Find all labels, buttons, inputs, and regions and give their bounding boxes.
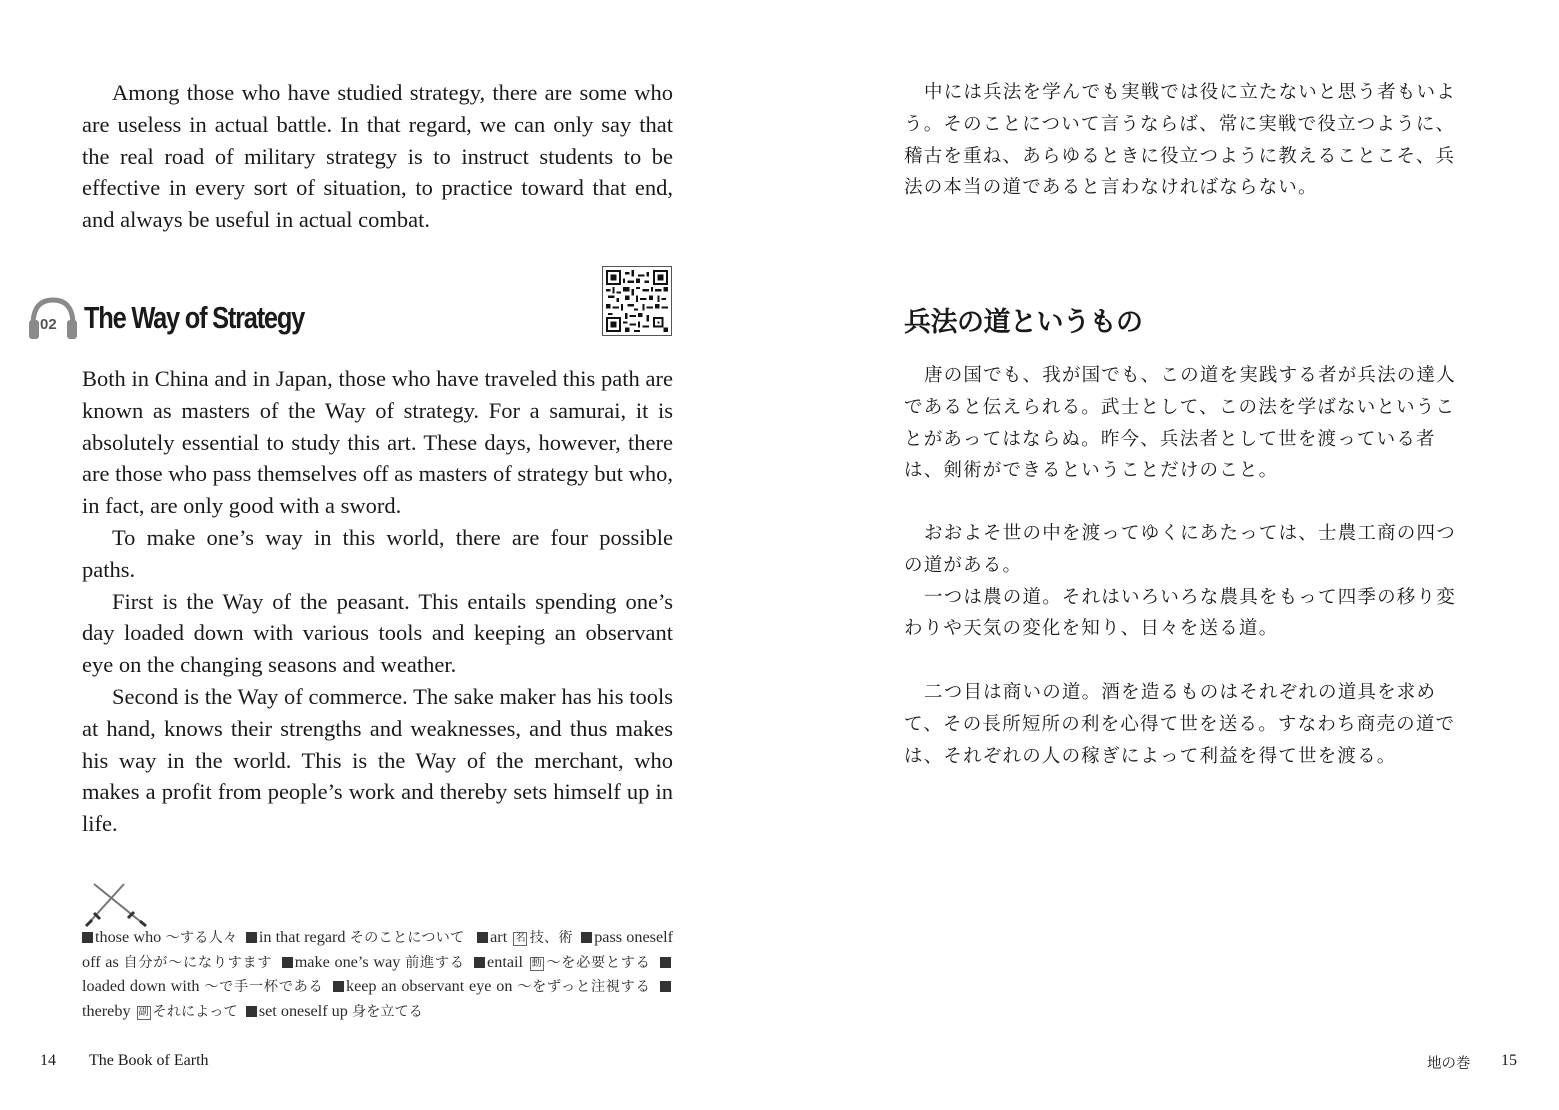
body-text-jp bbox=[904, 518, 1460, 645]
vocab-meaning: 〜する人々 bbox=[165, 930, 238, 946]
vocabulary-list bbox=[82, 926, 673, 1024]
vocab-term: in that regard bbox=[258, 928, 346, 946]
bullet-square-icon bbox=[282, 957, 293, 968]
paragraph: Both in China and in Japan, those who have traveled this path are known as masters of the Way of strategy. For a samurai, it is absolutely essential to study this art. These days, however, there are those who pass themselves off as masters of strategy but who, in fact, are only good with a sword. bbox=[82, 366, 673, 519]
body-text-jp bbox=[904, 677, 1460, 772]
bullet-square-icon bbox=[246, 932, 257, 943]
vocab-term: thereby bbox=[82, 1001, 131, 1020]
bullet-square-icon bbox=[660, 981, 671, 992]
headphones-audio-icon[interactable] bbox=[28, 295, 78, 341]
vocab-item bbox=[474, 953, 650, 971]
paragraph: 一つは農の道。それはいろいろな農具をもって四季の移り変わりや天気の変化を知り、日々を送る道。 bbox=[904, 586, 1456, 640]
vocab-item bbox=[333, 977, 651, 995]
intro-text-en bbox=[82, 77, 673, 236]
vocab-meaning: 〜を必要とする bbox=[545, 954, 651, 971]
paragraph: To make one’s way in this world, there are four possible paths. bbox=[82, 524, 673, 582]
paragraph: Second is the Way of commerce. The sake maker has his tools at hand, knows their strengths and weaknesses, and thus makes his way in the world. This is the Way of the merchant, who makes a profit from people’s work and thereby sets himself up in life. bbox=[82, 683, 673, 837]
vocab-term: loaded down with bbox=[82, 977, 200, 995]
body-text-en bbox=[82, 363, 673, 840]
section-title: The Way of Strategy bbox=[84, 300, 305, 335]
vocab-item bbox=[477, 928, 573, 946]
vocab-meaning: そのことについて bbox=[349, 930, 465, 946]
part-of-speech-badge: 動 bbox=[531, 957, 542, 969]
vocab-item bbox=[246, 928, 465, 946]
intro-text-jp bbox=[904, 77, 1460, 204]
section-title: 兵法の道というもの bbox=[904, 307, 1143, 338]
vocab-term: art bbox=[490, 928, 508, 946]
bullet-square-icon bbox=[333, 981, 344, 992]
running-title: 地の巻 bbox=[1427, 1056, 1471, 1072]
vocab-term: pass oneself off as bbox=[82, 928, 674, 971]
right-page bbox=[800, 0, 1559, 1110]
vocab-item bbox=[282, 953, 465, 971]
vocab-term: make one’s way bbox=[294, 952, 401, 971]
paragraph: 中には兵法を学んでも実戦では役に立たないと思う者もいよう。そのことについて言うならば、常に実戦で役立つように、稽古を重ね、あらゆるときに役立つように教えることこそ、兵法の本当の道であると言わなければならない。 bbox=[904, 82, 1456, 199]
bullet-square-icon bbox=[246, 1006, 257, 1017]
vocab-item bbox=[82, 928, 237, 946]
vocab-meaning: それによって bbox=[152, 1003, 238, 1020]
part-of-speech-badge: 名 bbox=[515, 933, 526, 944]
running-title: The Book of Earth bbox=[89, 1052, 209, 1069]
page-number: 15 bbox=[1501, 1052, 1517, 1069]
vocab-meaning: 技、術 bbox=[529, 930, 573, 946]
bullet-square-icon bbox=[474, 957, 485, 968]
paragraph: おおよそ世の中を渡ってゆくにあたっては、士農工商の四つの道がある。 bbox=[904, 523, 1456, 576]
crossed-swords-icon bbox=[80, 880, 152, 930]
vocab-meaning: 自分が〜になりすます bbox=[123, 954, 273, 971]
vocab-term: entail bbox=[487, 952, 524, 971]
page-number: 14 bbox=[40, 1052, 56, 1069]
vocab-meaning: 〜をずっと注視する bbox=[517, 979, 651, 995]
bullet-square-icon bbox=[477, 932, 488, 943]
paragraph: First is the Way of the peasant. This entails spending one’s day loaded down with various tools and keeping an observant eye on the changing seasons and weather. bbox=[82, 588, 673, 678]
left-page bbox=[0, 0, 760, 1110]
vocab-term: set oneself up bbox=[258, 1001, 348, 1020]
vocab-meaning: 前進する bbox=[405, 954, 465, 971]
bullet-square-icon bbox=[581, 932, 592, 943]
part-of-speech-badge: 副 bbox=[138, 1006, 149, 1018]
body-text-jp bbox=[904, 360, 1460, 487]
paragraph: 二つ目は商いの道。酒を造るものはそれぞれの道具を求めて、その長所短所の利を心得て世を送る。すなわち商売の道では、それぞれの人の稼ぎによって利益を得て世を渡る。 bbox=[904, 682, 1456, 767]
vocab-meaning: 身を立てる bbox=[351, 1003, 423, 1020]
section-heading bbox=[28, 290, 352, 346]
qr-code-icon[interactable] bbox=[602, 266, 672, 336]
paragraph: Among those who have studied strategy, there are some who are useless in actual battle. In that regard, we can only say that the real road of military strategy is to instruct students to be effective in every sort of situation, to practice toward that end, and always be useful in actual combat. bbox=[82, 80, 673, 233]
bullet-square-icon bbox=[82, 932, 93, 943]
track-number: 02 bbox=[40, 316, 57, 333]
bullet-square-icon bbox=[660, 957, 671, 968]
vocab-term: those who bbox=[95, 928, 162, 946]
vocab-meaning: 〜で手一杯である bbox=[204, 979, 324, 995]
paragraph: 唐の国でも、我が国でも、この道を実践する者が兵法の達人であると伝えられる。武士として、この法を学ばないということがあってはならぬ。昨今、兵法者として世を渡っている者は、剣術ができるということだけのこと。 bbox=[904, 365, 1456, 482]
vocab-item bbox=[246, 1002, 423, 1020]
vocab-term: keep an observant eye on bbox=[345, 977, 513, 995]
